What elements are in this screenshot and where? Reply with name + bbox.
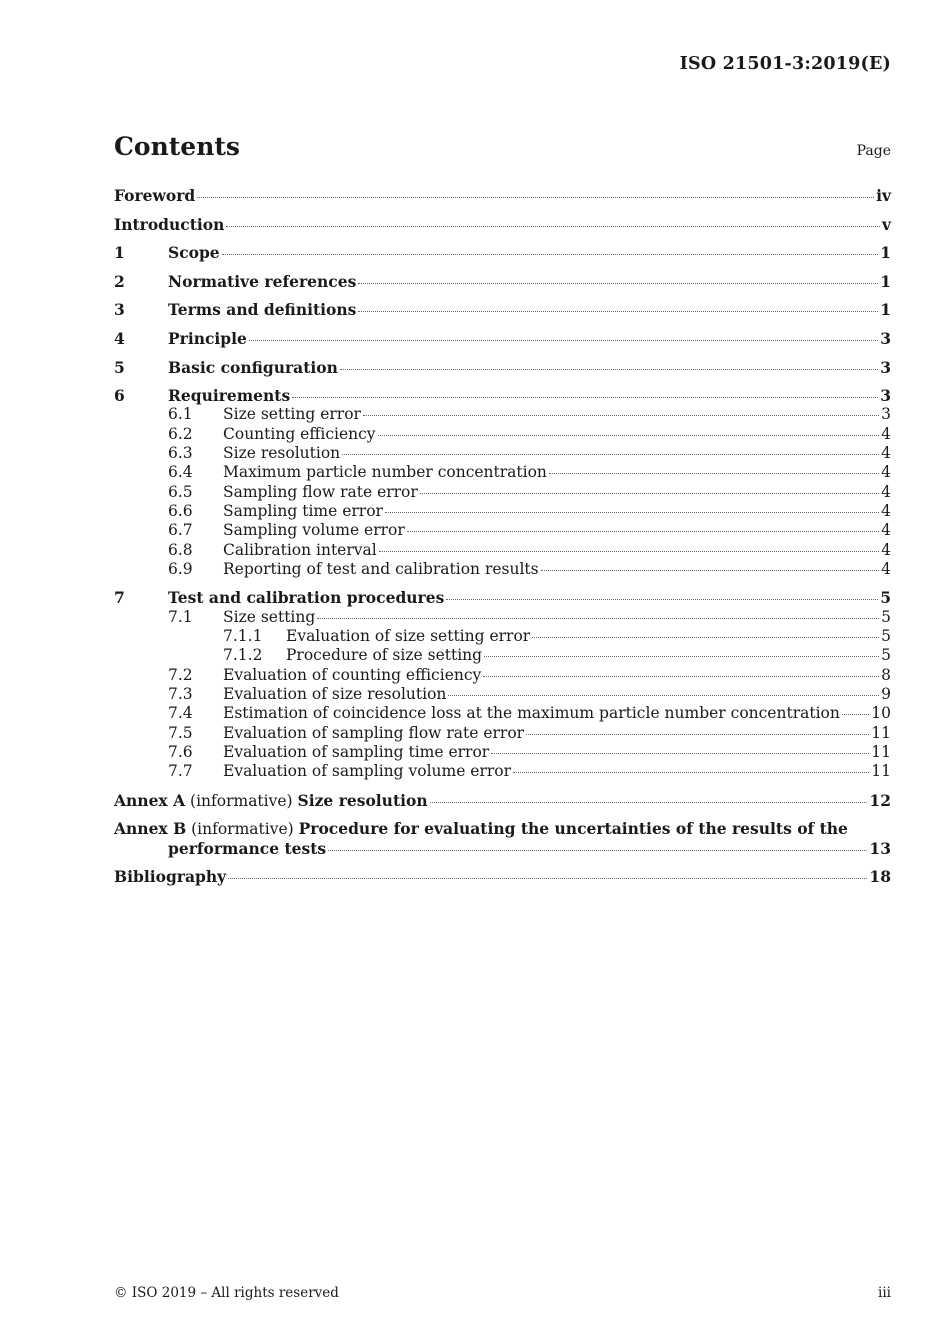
toc-entry-text: Evaluation of sampling volume error <box>223 762 512 781</box>
toc-entry-text: Normative references <box>168 271 357 291</box>
toc-entry-text: Sampling flow rate error <box>223 482 418 501</box>
toc-entry-text: Size resolution <box>223 444 341 463</box>
dot-leader <box>513 771 869 773</box>
dot-leader <box>541 569 880 571</box>
toc-entry-number: 7.3 <box>168 684 193 703</box>
toc-entry-page: 3 <box>880 328 891 348</box>
toc-entry-page: 3 <box>881 405 891 424</box>
toc-entry-calibration-interval[interactable] <box>114 541 891 560</box>
document-id: ISO 21501-3:2019(E) <box>679 54 891 74</box>
copyright-notice: © ISO 2019 – All rights reserved <box>114 1285 339 1301</box>
toc-entry-page: 12 <box>869 790 891 810</box>
toc-entry-page: 10 <box>871 704 891 723</box>
toc-entry-page: 4 <box>881 521 891 540</box>
toc-entry-text: Evaluation of sampling flow rate error <box>223 723 525 742</box>
toc-entry-page: 11 <box>871 762 891 781</box>
toc-entry-text: Basic configuration <box>168 357 338 377</box>
toc-entry-page: iv <box>876 186 891 205</box>
toc-entry-page: 4 <box>881 559 891 578</box>
dot-leader <box>420 492 879 494</box>
toc-entry-page: 5 <box>880 588 891 608</box>
toc-entry-test-and-calibration[interactable] <box>114 588 891 607</box>
dot-leader <box>430 801 868 803</box>
dot-leader <box>197 196 874 198</box>
toc-entry-evaluation-size-setting-error[interactable] <box>114 627 891 646</box>
toc-entry-number: 6 <box>114 386 125 406</box>
toc-entry-page: 4 <box>881 463 891 482</box>
toc-entry-page: 1 <box>880 243 891 263</box>
toc-entry-size-resolution[interactable] <box>114 444 891 463</box>
toc-entry-number: 7.1.2 <box>223 646 263 665</box>
toc-entry-text: Foreword <box>114 186 196 205</box>
toc-entry-counting-efficiency[interactable] <box>114 425 891 444</box>
toc-entry-text: Introduction <box>114 214 225 234</box>
toc-entry-page: 11 <box>871 742 891 761</box>
toc-entry-text: Evaluation of size setting error <box>286 627 531 646</box>
contents-header <box>114 132 891 161</box>
toc-entry-annex-b[interactable] <box>114 819 891 858</box>
toc-entry-number: 2 <box>114 271 125 291</box>
toc-entry-text: Sampling volume error <box>223 521 405 540</box>
annex-type: (informative) <box>191 820 294 839</box>
toc-entry-number: 7.1 <box>168 607 193 626</box>
dot-leader <box>532 636 879 638</box>
annex-label: Annex A <box>114 790 186 810</box>
dot-leader <box>385 511 879 513</box>
toc-entry-page: 3 <box>880 386 891 406</box>
dot-leader <box>222 253 879 255</box>
dot-leader <box>363 414 879 416</box>
toc-entry-text: Evaluation of sampling time error <box>223 742 490 761</box>
annex-title-continued: performance tests <box>168 838 327 858</box>
toc-entry-text: Size setting error <box>223 405 361 424</box>
dot-leader <box>483 675 879 677</box>
dot-leader <box>526 733 869 735</box>
dot-leader <box>228 877 867 879</box>
toc-entry-number: 6.3 <box>168 444 193 463</box>
toc-entry-max-particle-concentration[interactable] <box>114 463 891 482</box>
dot-leader <box>358 310 878 312</box>
toc-entry-number: 6.7 <box>168 521 193 540</box>
toc-entry-page: 1 <box>880 300 891 320</box>
dot-leader <box>842 713 869 715</box>
toc-entry-number: 7.1.1 <box>223 627 263 646</box>
toc-entry-number: 7 <box>114 588 125 608</box>
toc-entry-normative-references[interactable] <box>114 272 891 291</box>
page-column-label: Page <box>856 143 891 159</box>
toc-entry-number: 7.6 <box>168 742 193 761</box>
toc-entry-evaluation-volume-error[interactable] <box>114 762 891 781</box>
toc-entry-number: 5 <box>114 357 125 377</box>
page-title: Contents <box>114 132 241 161</box>
toc-entry-text: Principle <box>168 328 247 348</box>
toc-entry-text: Terms and definitions <box>168 300 357 320</box>
toc-entry-text: Test and calibration procedures <box>168 588 445 608</box>
toc-entry-text: Estimation of coincidence loss at the maximum particle number concentration <box>223 704 840 723</box>
dot-leader <box>491 752 869 754</box>
toc-entry-number: 6.1 <box>168 405 193 424</box>
toc-entry-number: 7.7 <box>168 762 193 781</box>
toc-entry-page: v <box>881 214 891 234</box>
page-number: iii <box>878 1285 891 1301</box>
toc-entry-text: Requirements <box>168 386 291 406</box>
dot-leader <box>407 530 879 532</box>
dot-leader <box>378 434 880 436</box>
toc-entry-page: 13 <box>869 838 891 858</box>
dot-leader <box>340 368 878 370</box>
toc-entry-evaluation-time-error[interactable] <box>114 743 891 762</box>
toc-entry-scope[interactable] <box>114 243 891 262</box>
toc-entry-text: Reporting of test and calibration results <box>223 559 539 578</box>
toc-entry-text: Evaluation of size resolution <box>223 684 447 703</box>
toc-entry-page: 1 <box>880 271 891 291</box>
annex-label: Annex B <box>114 819 187 839</box>
toc-entry-text: Scope <box>168 243 220 263</box>
annex-type: (informative) <box>190 791 293 810</box>
toc-entry-size-setting[interactable] <box>114 608 891 627</box>
toc-entry-number: 6.4 <box>168 463 193 482</box>
toc-entry-page: 5 <box>881 627 891 646</box>
toc-entry-introduction[interactable] <box>114 215 891 234</box>
dot-leader <box>317 617 879 619</box>
toc-entry-text: Maximum particle number concentration <box>223 463 547 482</box>
toc-entry-number: 3 <box>114 300 125 320</box>
toc-entry-text: Sampling time error <box>223 501 383 520</box>
toc-entry-text: Procedure of size setting <box>286 646 483 665</box>
toc-entry-reporting-results[interactable] <box>114 560 891 579</box>
toc-entry-terms-and-definitions[interactable] <box>114 300 891 319</box>
toc-entry-number: 7.2 <box>168 665 193 684</box>
dot-leader <box>328 849 867 851</box>
annex-b-first-line <box>114 819 891 838</box>
toc-entry-number: 4 <box>114 328 125 348</box>
dot-leader <box>342 453 879 455</box>
dot-leader <box>484 655 879 657</box>
toc-entry-evaluation-size-resolution[interactable] <box>114 685 891 704</box>
toc-entry-number: 1 <box>114 243 125 263</box>
toc-entry-page: 5 <box>881 646 891 665</box>
toc-entry-page: 4 <box>881 501 891 520</box>
toc-entry-annex-a[interactable] <box>114 791 891 810</box>
annex-title: Procedure for evaluating the uncertainties of the results of the <box>298 819 848 839</box>
toc-entry-number: 7.5 <box>168 723 193 742</box>
toc-entry-page: 4 <box>881 540 891 559</box>
dot-leader <box>249 339 878 341</box>
toc-entry-number: 6.9 <box>168 559 193 578</box>
toc-entry-number: 6.2 <box>168 424 193 443</box>
dot-leader <box>226 225 880 227</box>
toc-entry-text: Evaluation of counting efficiency <box>223 665 482 684</box>
toc-entry-sampling-time-error[interactable] <box>114 502 891 521</box>
toc-entry-number: 6.8 <box>168 540 193 559</box>
dot-leader <box>446 598 878 600</box>
toc-entry-sampling-flow-rate-error[interactable] <box>114 483 891 502</box>
toc-entry-text: Bibliography <box>114 867 227 887</box>
toc-entry-number: 6.5 <box>168 482 193 501</box>
dot-leader <box>379 550 879 552</box>
toc-entry-text: Size setting <box>223 607 316 626</box>
toc-entry-foreword[interactable] <box>114 186 891 205</box>
toc-entry-evaluation-counting-efficiency[interactable] <box>114 666 891 685</box>
dot-leader <box>549 472 879 474</box>
toc-entry-requirements[interactable] <box>114 386 891 405</box>
dot-leader <box>358 282 878 284</box>
toc-entry-text: Calibration interval <box>223 540 377 559</box>
toc-entry-page: 8 <box>881 665 891 684</box>
toc-entry-coincidence-loss[interactable] <box>114 704 891 723</box>
toc-entry-page: 5 <box>881 607 891 626</box>
toc-entry-page: 4 <box>881 482 891 501</box>
toc-entry-number: 6.6 <box>168 501 193 520</box>
toc-entry-page: 11 <box>871 723 891 742</box>
toc-entry-page: 3 <box>880 357 891 377</box>
annex-b-second-line <box>114 839 891 858</box>
table-of-contents <box>114 186 891 886</box>
toc-entry-sampling-volume-error[interactable] <box>114 521 891 540</box>
toc-entry-bibliography[interactable] <box>114 867 891 886</box>
dot-leader <box>448 694 879 696</box>
toc-entry-principle[interactable] <box>114 329 891 348</box>
toc-entry-size-setting-error[interactable] <box>114 405 891 424</box>
dot-leader <box>292 396 878 398</box>
toc-entry-page: 4 <box>881 424 891 443</box>
toc-entry-basic-configuration[interactable] <box>114 358 891 377</box>
toc-entry-page: 4 <box>881 444 891 463</box>
toc-entry-page: 9 <box>881 684 891 703</box>
annex-title: Size resolution <box>297 790 428 810</box>
toc-entry-text: Counting efficiency <box>223 424 376 443</box>
toc-entry-procedure-size-setting[interactable] <box>114 646 891 665</box>
toc-entry-page: 18 <box>869 867 891 887</box>
toc-entry-evaluation-flow-rate-error[interactable] <box>114 724 891 743</box>
toc-entry-number: 7.4 <box>168 704 193 723</box>
